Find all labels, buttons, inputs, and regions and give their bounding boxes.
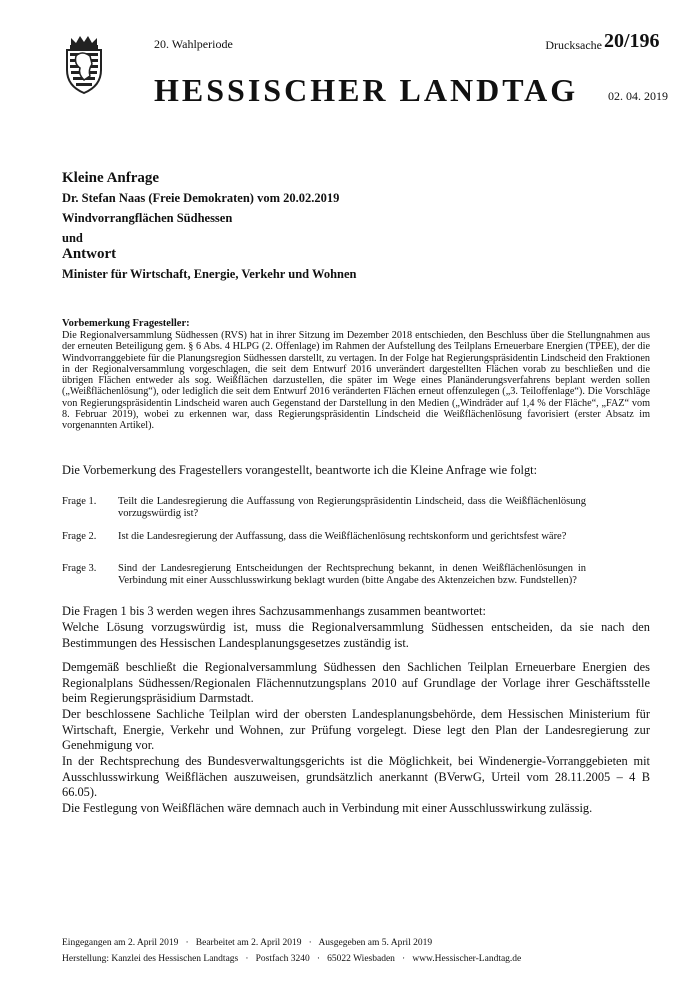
footer-dates: Eingegangen am 2. April 2019 · Bearbeitet am 2. April 2019 · Ausgegeben am 5. April 2019 [62, 938, 433, 948]
frage-label: Frage 3. [62, 563, 97, 574]
subject-line: Windvorrangflächen Südhessen [62, 211, 233, 225]
frage-text: Teilt die Landesregierung die Auffassung von Regierungspräsidentin Lindscheid, dass die Weißflächenlösung vorzugswürdig ist? [118, 496, 586, 520]
author-line: Dr. Stefan Naas (Freie Demokraten) vom 20.02.2019 [62, 191, 340, 205]
frage-item [62, 496, 662, 521]
minister-line: Minister für Wirtschaft, Energie, Verkehr und Wohnen [62, 267, 357, 281]
frage-text: Sind der Landesregierung Entscheidungen der Rechtsprechung bekannt, in denen Weißflächenlösungen in Verbindung mit einer Ausschlusswirkung beklagt wurden (bitte Angabe des Aktenzeichen bzw. Fundstellen)? [118, 563, 586, 587]
answer-paragraph: Welche Lösung vorzugswürdig ist, muss die Regionalversammlung Südhessen entscheiden, da sie nach den Bestimmungen des Hessischen Landesplanungsgesetzes zuständig ist. [62, 620, 650, 650]
frage-label: Frage 2. [62, 531, 97, 542]
frage-text: Ist die Landesregierung der Auffassung, dass die Weißflächenlösung rechtskonform und gerichtsfest wäre? [118, 531, 567, 542]
answer-paragraph: Demgemäß beschließt die Regionalversammlung Südhessen den Sachlichen Teilplan Erneuerbare Energien des Regionalplans Südhessen/Regionalen Flächennutzungsplans 2010 auf Grundlage der Vorlage ihrer Geschäftsstelle beim Regierungspräsidium Darmstadt. [62, 660, 650, 705]
vorbemerkung-heading: Vorbemerkung Fragesteller: [62, 318, 190, 329]
answer-paragraph: Die Fragen 1 bis 3 werden wegen ihres Sachzusammenhangs zusammen beantwortet: [62, 604, 486, 618]
hessen-coat-of-arms-icon [62, 34, 106, 96]
vorbemerkung-body: Die Regionalversammlung Südhessen (RVS) hat in ihrer Sitzung im Dezember 2018 entschieden, den Beschluss über die Stellungnahmen aus der erneuten Beteiligung gem. § 6 Abs. 4 HLPG (2. Offenlage) im Rahmen der Aufstellung des Teilplans Erneuerbare Energien (TPEE), der die Windvorranggebiete für die Planungsregion Südhessen darstellt, zu vertagen. In der Folge hat Regierungspräsidentin Lindscheid den Fraktionen in der Regionalversammlung vorgeschlagen, die seit dem Entwurf 2016 unverändert dargestellten Flächen vorab zu beschließen und die übrigen Flächen entweder als sog. Weißflächen darzustellen, die später im Wege eines Planänderungsverfahrens beplant werden sollen („Weißflächenlösung“), oder lediglich die seit dem Entwurf 2016 veränderten Flächen erneut offenzulegen („3. Teiloffenlage“). Die Vorschläge von Regierungspräsidentin Lindscheid waren auch Gegenstand der Darstellung in den Medien („Windräder auf 1,4 % der Fläche“, „FAZ“ vom 8. Februar 2019), wobei zu erkennen war, dass Regierungspräsidentin Lindscheid die Weißflächenlösung favorisiert (erster Absatz im vorgenannten Artikel). [62, 330, 650, 432]
intro-paragraph: Die Vorbemerkung des Fragestellers vorangestellt, beantworte ich die Kleine Anfrage wie folgt: [62, 463, 538, 477]
wahlperiode: 20. Wahlperiode [154, 37, 233, 51]
drucksache-label: Drucksache [545, 38, 602, 52]
answer-paragraph: In der Rechtsprechung des Bundesverwaltungsgerichts ist die Möglichkeit, bei Windenergie-Vorranggebieten mit Ausschlusswirkung Weißflächen auszuweisen, grundsätzlich anerkannt (BVerwG, Urteil vom 28.11.2005 – 4 B 66.05). [62, 754, 650, 799]
drucksache-number: 20/196 [604, 30, 660, 52]
und-connector: und [62, 231, 83, 245]
answer-paragraph: Die Festlegung von Weißflächen wäre demnach auch in Verbindung mit einer Ausschlusswirkung zulässig. [62, 801, 593, 815]
frage-item [62, 531, 662, 543]
landtag-title: HESSISCHER LANDTAG [154, 72, 579, 108]
frage-item [62, 563, 662, 588]
kleine-anfrage-heading: Kleine Anfrage [62, 170, 160, 186]
frage-label: Frage 1. [62, 496, 97, 507]
footer-imprint: Herstellung: Kanzlei des Hessischen Landtags · Postfach 3240 · 65022 Wiesbaden · www.Hessischer-Landtag.de [62, 954, 522, 964]
antwort-heading: Antwort [62, 246, 117, 262]
document-date: 02. 04. 2019 [608, 89, 668, 103]
answer-paragraph: Der beschlossene Sachliche Teilplan wird der obersten Landesplanungsbehörde, dem Hessischen Ministerium für Wirtschaft, Energie, Verkehr und Wohnen, zur Prüfung vorgelegt. Diese legt den Plan der Landesregierung zur Genehmigung vor. [62, 707, 650, 752]
